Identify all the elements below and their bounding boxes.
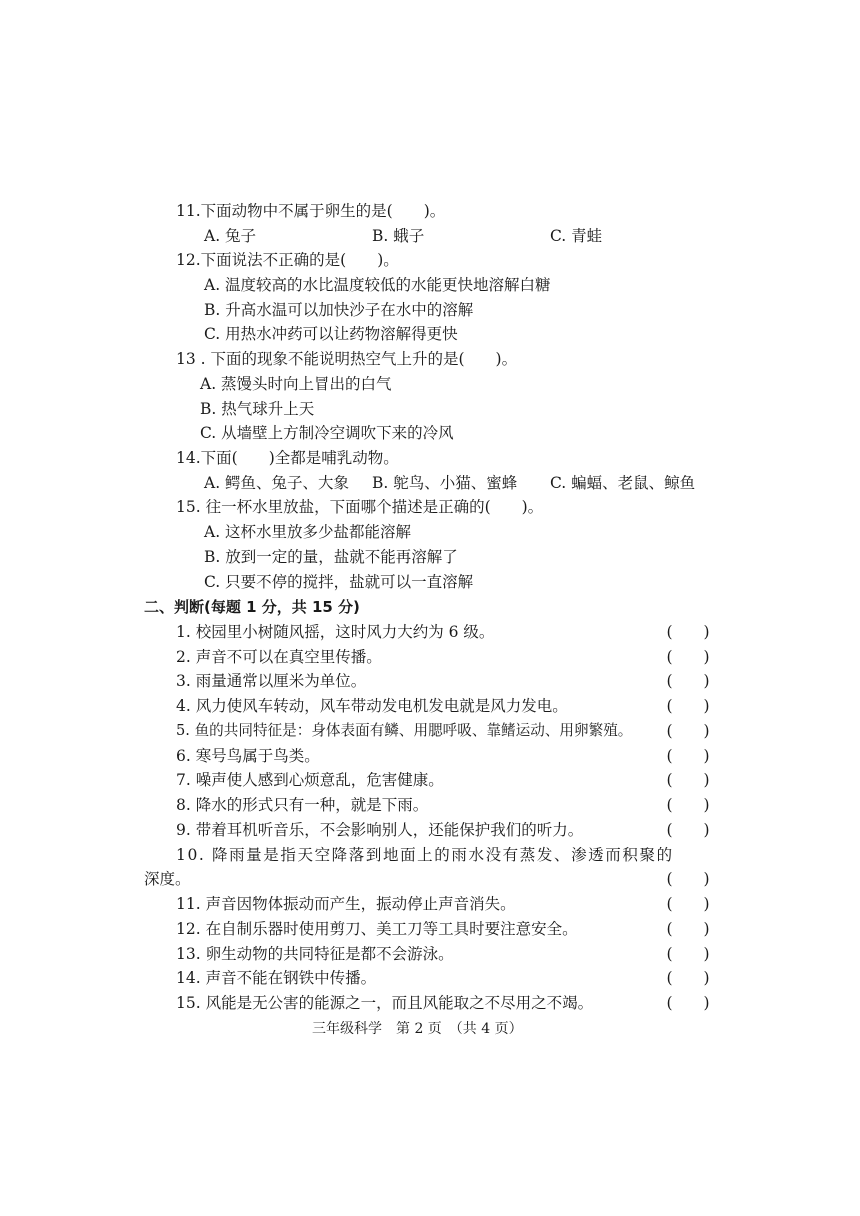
answer-parentheses: ( ) xyxy=(666,870,710,888)
judge-item-10: 10. 降雨量是指天空降落到地面上的雨水没有蒸发、渗透而积聚的 xyxy=(176,846,674,864)
judge-item-2: 2. 声音不可以在真空里传播。 xyxy=(176,648,382,666)
judge-item-13: 13. 卵生动物的共同特征是都不会游泳。 xyxy=(176,945,454,963)
answer-parentheses: ( ) xyxy=(666,623,710,641)
question-14-option-c: C. 蝙蝠、老鼠、鲸鱼 xyxy=(550,474,696,492)
judge-item-15: 15. 风能是无公害的能源之一，而且风能取之不尽用之不竭。 xyxy=(176,994,594,1012)
judge-item-8: 8. 降水的形式只有一种，就是下雨。 xyxy=(176,796,429,814)
answer-parentheses: ( ) xyxy=(666,920,710,938)
judge-item-4: 4. 风力使风车转动，风车带动发电机发电就是风力发电。 xyxy=(176,697,568,715)
question-15-stem: 15. 往一杯水里放盐，下面哪个描述是正确的( )。 xyxy=(176,498,544,516)
question-14-option-a: A. 鳄鱼、兔子、大象 xyxy=(204,474,350,492)
answer-parentheses: ( ) xyxy=(666,969,710,987)
judge-item-5: 5. 鱼的共同特征是：身体表面有鳞、用腮呼吸、靠鳍运动、用卵繁殖。 xyxy=(176,722,633,739)
question-12-option-c: C. 用热水冲药可以让药物溶解得更快 xyxy=(204,325,458,343)
judge-item-12: 12. 在自制乐器时使用剪刀、美工刀等工具时要注意安全。 xyxy=(176,920,578,938)
answer-parentheses: ( ) xyxy=(666,945,710,963)
answer-parentheses: ( ) xyxy=(666,722,710,740)
answer-parentheses: ( ) xyxy=(666,648,710,666)
judge-item-10-continuation: 深度。 xyxy=(144,870,191,888)
question-13-option-b: B. 热气球升上天 xyxy=(200,400,315,418)
question-11-stem: 11.下面动物中不属于卵生的是( )。 xyxy=(176,202,446,220)
judge-item-9: 9. 带着耳机听音乐，不会影响别人，还能保护我们的听力。 xyxy=(176,821,584,839)
question-15-option-a: A. 这杯水里放多少盐都能溶解 xyxy=(204,523,412,541)
section-heading-judgement: 二、判断(每题 1 分，共 15 分) xyxy=(144,598,360,616)
question-13-option-a: A. 蒸馒头时向上冒出的白气 xyxy=(200,375,392,393)
answer-parentheses: ( ) xyxy=(666,895,710,913)
question-15-option-c: C. 只要不停的搅拌，盐就可以一直溶解 xyxy=(204,573,474,591)
question-14-stem: 14.下面( )全都是哺乳动物。 xyxy=(176,449,399,467)
answer-parentheses: ( ) xyxy=(666,697,710,715)
judge-item-11: 11. 声音因物体振动而产生，振动停止声音消失。 xyxy=(176,895,516,913)
answer-parentheses: ( ) xyxy=(666,747,710,765)
judge-item-14: 14. 声音不能在钢铁中传播。 xyxy=(176,969,377,987)
question-12-stem: 12.下面说法不正确的是( )。 xyxy=(176,251,399,269)
question-12-option-a: A. 温度较高的水比温度较低的水能更快地溶解白糖 xyxy=(204,276,551,294)
answer-parentheses: ( ) xyxy=(666,771,710,789)
judge-item-3: 3. 雨量通常以厘米为单位。 xyxy=(176,672,367,690)
question-15-option-b: B. 放到一定的量，盐就不能再溶解了 xyxy=(204,548,458,566)
judge-item-7: 7. 噪声使人感到心烦意乱，危害健康。 xyxy=(176,771,444,789)
answer-parentheses: ( ) xyxy=(666,796,710,814)
judge-item-1: 1. 校园里小树随风摇，这时风力大约为 6 级。 xyxy=(176,623,495,641)
question-12-option-b: B. 升高水温可以加快沙子在水中的溶解 xyxy=(204,301,474,319)
judge-item-6: 6. 寒号鸟属于鸟类。 xyxy=(176,747,320,765)
question-11-option-a: A. 兔子 xyxy=(204,227,257,245)
answer-parentheses: ( ) xyxy=(666,994,710,1012)
answer-parentheses: ( ) xyxy=(666,821,710,839)
question-14-option-b: B. 鸵鸟、小猫、蜜蜂 xyxy=(372,474,518,492)
question-11-option-b: B. 蛾子 xyxy=(372,227,425,245)
question-11-option-c: C. 青蛙 xyxy=(550,227,603,245)
page-footer: 三年级科学 第 2 页 （共 4 页） xyxy=(312,1021,523,1037)
question-13-stem: 13 . 下面的现象不能说明热空气上升的是( )。 xyxy=(176,350,518,368)
answer-parentheses: ( ) xyxy=(666,672,710,690)
question-13-option-c: C. 从墙壁上方制冷空调吹下来的冷风 xyxy=(200,424,454,442)
